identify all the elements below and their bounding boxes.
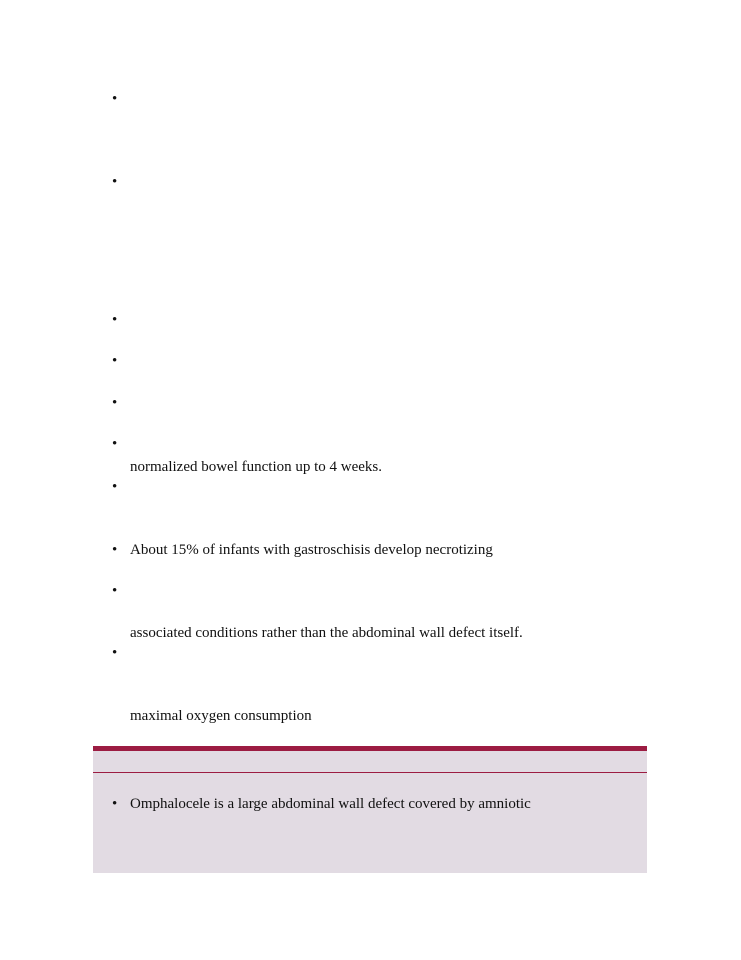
list-bullet: • bbox=[112, 353, 118, 369]
list-bullet: • bbox=[112, 174, 118, 190]
list-bullet: • bbox=[112, 436, 118, 452]
list-bullet: • bbox=[112, 583, 118, 599]
callout-box bbox=[93, 746, 647, 873]
list-bullet: • bbox=[112, 479, 118, 495]
list-bullet: • bbox=[112, 312, 118, 328]
text-line-associated-conditions: associated conditions rather than the abdominal wall defect itself. bbox=[130, 625, 523, 641]
list-bullet: • bbox=[112, 91, 118, 107]
text-line-oxygen-consumption: maximal oxygen consumption bbox=[130, 708, 312, 724]
text-line-omphalocele: Omphalocele is a large abdominal wall defect covered by amniotic bbox=[130, 796, 531, 812]
callout-divider-rule bbox=[93, 772, 647, 773]
text-line-bowel-function: normalized bowel function up to 4 weeks. bbox=[130, 459, 383, 475]
list-bullet: • bbox=[112, 542, 118, 558]
text-line-necrotizing: About 15% of infants with gastroschisis develop necrotizing bbox=[130, 542, 493, 558]
callout-top-rule bbox=[93, 746, 647, 751]
list-bullet: • bbox=[112, 395, 118, 411]
list-bullet: • bbox=[112, 796, 118, 812]
list-bullet: • bbox=[112, 645, 118, 661]
